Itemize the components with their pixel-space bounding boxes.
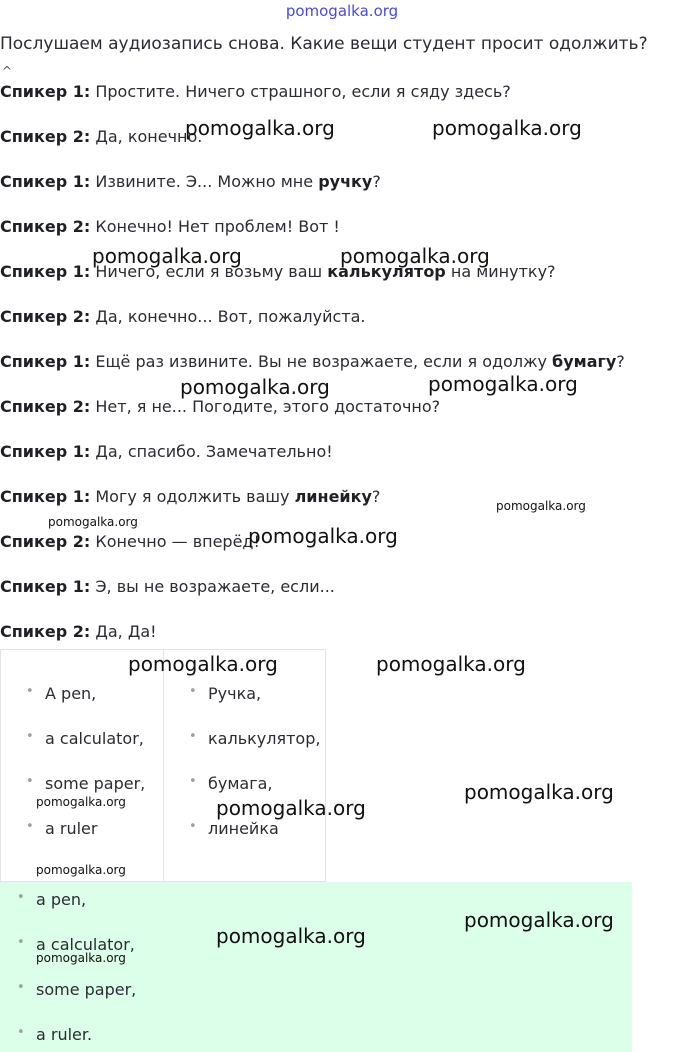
dialogue-line [0, 487, 380, 506]
dialogue-text: Да, спасибо. Замечательно! [90, 442, 333, 461]
watermark-text: pomogalka.org [128, 652, 278, 676]
question-text: Послушаем аудиозапись снова. Какие вещи студент просит одолжить? [0, 34, 648, 54]
dialogue-line [0, 217, 340, 236]
watermark-text: pomogalka.org [36, 951, 126, 965]
dialogue-line [0, 82, 511, 101]
speaker-label: Спикер 1: [0, 442, 91, 461]
dialogue-text: ? [372, 172, 381, 191]
english-item: • some paper, [45, 774, 145, 793]
speaker-label: Спикер 1: [0, 487, 91, 506]
russian-item: • калькулятор, [208, 729, 320, 748]
english-item: • a ruler [45, 819, 97, 838]
answer-item: • a calculator, [36, 935, 135, 954]
dialogue-text: на минутку? [445, 262, 556, 281]
speaker-label: Спикер 1: [0, 577, 91, 596]
dialogue-text: Да, конечно. [90, 127, 203, 146]
highlighted-item: калькулятор [327, 262, 446, 281]
watermark-text: pomogalka.org [36, 863, 126, 877]
dialogue-line [0, 622, 157, 641]
watermark-text: pomogalka.org [432, 116, 582, 140]
highlighted-item: ручку [318, 172, 373, 191]
dialogue-line [0, 307, 365, 326]
watermark-text: pomogalka.org [92, 244, 242, 268]
dialogue-text: ? [371, 487, 381, 506]
speaker-label: Спикер 1: [0, 172, 91, 191]
dialogue-text: Да, Да! [90, 622, 157, 641]
russian-item: • Ручка, [208, 684, 261, 703]
speaker-label: Спикер 2: [0, 127, 91, 146]
dialogue-text: Могу я одолжить вашу [90, 487, 295, 506]
dialogue-text: Нет, я не... Погодите, этого достаточно? [90, 397, 441, 416]
column-divider [163, 650, 164, 882]
watermark-text: pomogalka.org [36, 795, 126, 809]
russian-item: • линейка [208, 819, 279, 838]
answer-item: • a pen, [36, 890, 86, 909]
watermark-text: pomogalka.org [248, 524, 398, 548]
speaker-label: Спикер 2: [0, 397, 91, 416]
dialogue-text: Извините. Э... Можно мне [90, 172, 319, 191]
english-item: • a calculator, [45, 729, 144, 748]
speaker-label: Спикер 1: [0, 262, 91, 281]
watermark-text: pomogalka.org [464, 780, 614, 804]
dialogue-line [0, 172, 381, 191]
highlighted-item: бумагу [552, 352, 617, 371]
speaker-label: Спикер 2: [0, 532, 91, 551]
answer-item: • a ruler. [36, 1025, 92, 1044]
dialogue-text: Да, конечно... Вот, пожалуйста. [90, 307, 366, 326]
speaker-label: Спикер 2: [0, 217, 91, 236]
dialogue-text: Э, вы не возражаете, если... [90, 577, 335, 596]
dialogue-text: Ещё раз извините. Вы не возражаете, если я одолжу [90, 352, 553, 371]
dialogue-text: Ничего, если я возьму ваш [90, 262, 328, 281]
watermark-text: pomogalka.org [185, 116, 335, 140]
dialogue-line [0, 577, 335, 596]
dialogue-line [0, 397, 440, 416]
highlighted-item: линейку [294, 487, 372, 506]
watermark-text: pomogalka.org [216, 796, 366, 820]
dialogue-text: Конечно — вперёд! [90, 532, 260, 551]
watermark-text: pomogalka.org [464, 908, 614, 932]
watermark-text: pomogalka.org [428, 372, 578, 396]
dialogue-text: ? [616, 352, 625, 371]
dialogue-line [0, 127, 202, 146]
site-link[interactable]: pomogalka.org [285, 2, 399, 20]
russian-item: • бумага, [208, 774, 273, 793]
dialogue-line [0, 442, 333, 461]
watermark-text: pomogalka.org [48, 515, 138, 529]
dialogue-text: Простите. Ничего страшного, если я сяду здесь? [90, 82, 511, 101]
dialogue-line [0, 532, 260, 551]
answer-item: • some paper, [36, 980, 136, 999]
watermark-text: pomogalka.org [216, 924, 366, 948]
dialogue-line [0, 352, 625, 371]
watermark-text: pomogalka.org [340, 244, 490, 268]
watermark-text: pomogalka.org [180, 375, 330, 399]
answer-box [0, 882, 632, 1052]
dialogue-line [0, 262, 556, 281]
speaker-label: Спикер 1: [0, 352, 91, 371]
speaker-label: Спикер 2: [0, 622, 91, 641]
collapse-caret-icon[interactable]: ^ [2, 64, 13, 78]
watermark-text: pomogalka.org [496, 499, 586, 513]
speaker-label: Спикер 1: [0, 82, 91, 101]
dialogue-text: Конечно! Нет проблем! Вот ! [90, 217, 340, 236]
english-item: • A pen, [45, 684, 96, 703]
watermark-text: pomogalka.org [376, 652, 526, 676]
speaker-label: Спикер 2: [0, 307, 91, 326]
